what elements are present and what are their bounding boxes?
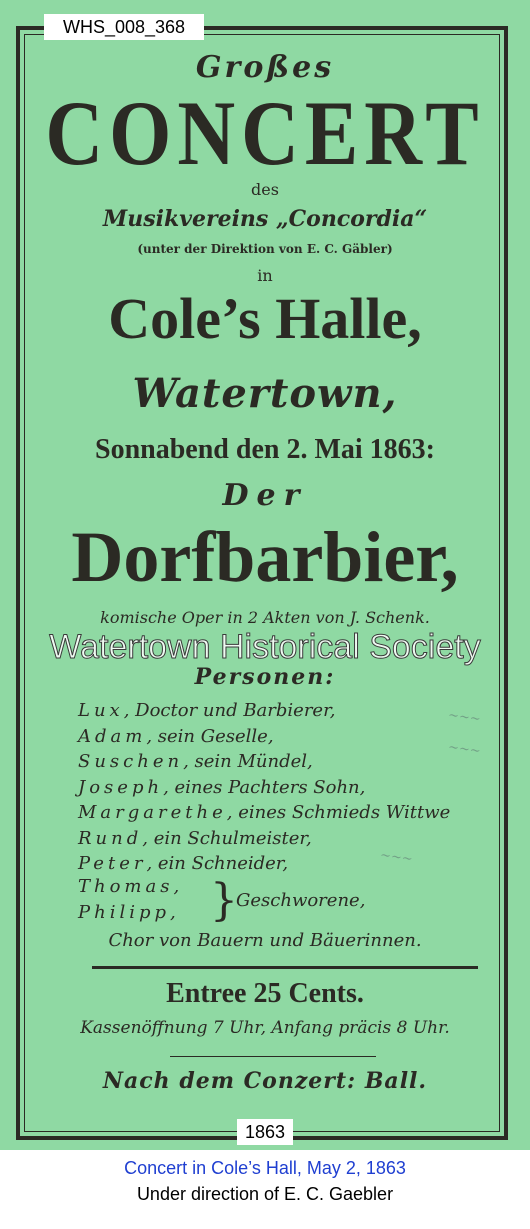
text-kasse: Kassenöffnung 7 Uhr, Anfang präcis 8 Uhr. [80, 1018, 450, 1038]
cast-role: , sein Geselle, [146, 725, 274, 747]
cast-row [78, 700, 498, 724]
cast-row [78, 853, 498, 877]
divider-rule [170, 1056, 376, 1057]
cast-name: Adam [78, 725, 147, 747]
text-in: in [257, 266, 273, 285]
text-direktion: (unter der Direktion von E. C. Gäbler) [137, 242, 393, 256]
cast-name: Thomas [78, 876, 174, 897]
cast-role: , eines Schmieds Wittwe [226, 802, 451, 823]
curly-brace-icon: } [210, 875, 238, 926]
jurors-label: Geschworene, [236, 890, 366, 911]
cast-role: , eines Pachters Sohn, [163, 776, 366, 798]
cast-name: Lux [78, 700, 124, 721]
cast-name: Suschen [78, 751, 184, 772]
cast-row [78, 802, 498, 826]
heading-concert: CONCERT [45, 83, 485, 185]
cast-row [78, 751, 498, 775]
pencil-marks: ~~~ [447, 739, 482, 760]
jurors-group [78, 876, 398, 928]
caption-title-link[interactable]: Concert in Cole’s Hall, May 2, 1863 [124, 1158, 406, 1178]
text-des: des [251, 180, 279, 199]
cast-role: , ein Schulmeister, [142, 827, 312, 849]
text-opera-subtitle: komische Oper in 2 Akten von J. Schenk. [100, 608, 430, 627]
cast-role: , [173, 876, 180, 897]
archive-id-label: WHS_008_368 [44, 14, 204, 40]
pencil-marks: ~~~ [379, 847, 414, 868]
cast-name: Joseph [78, 776, 164, 798]
cast-list [78, 700, 498, 879]
heading-personen: Personen: [194, 664, 336, 690]
cast-role: , Doctor und Barbierer, [123, 700, 336, 721]
text-entree: Entree 25 Cents. [166, 978, 364, 1009]
cast-row [78, 902, 176, 926]
cast-name: Peter [78, 853, 147, 874]
caption-subtitle: Under direction of E. C. Gaebler [136, 1184, 394, 1204]
cast-role: , [170, 902, 176, 923]
cast-role: , sein Mündel, [183, 751, 313, 772]
cast-name: Margarethe [78, 802, 227, 823]
text-ball: Nach dem Conzert: Ball. [102, 1068, 428, 1094]
text-verein: Musikvereins „Concordia“ [102, 206, 428, 232]
cast-row [78, 876, 179, 900]
event-date: Sonnabend den 2. Mai 1863: [95, 434, 435, 465]
cast-role: , ein Schneider, [146, 853, 289, 874]
cast-row [78, 828, 498, 852]
cast-row [78, 726, 498, 750]
heading-grosses: Großes [195, 50, 335, 85]
watermark-text: Watertown Historical Society [49, 628, 481, 666]
text-chor: Chor von Bauern und Bäuerinnen. [108, 930, 422, 951]
pencil-marks: ~~~ [447, 707, 482, 728]
cast-row [78, 777, 498, 801]
heading-town: Watertown, [132, 370, 398, 417]
cast-name: Rund [78, 827, 143, 849]
year-label: 1863 [237, 1119, 293, 1145]
cast-name: Philipp [78, 902, 171, 923]
heading-venue: Cole’s Halle, [108, 286, 422, 351]
heading-opera-title: Dorfbarbier, [71, 517, 459, 597]
divider-rule [92, 966, 478, 969]
text-der: Der [222, 478, 308, 513]
